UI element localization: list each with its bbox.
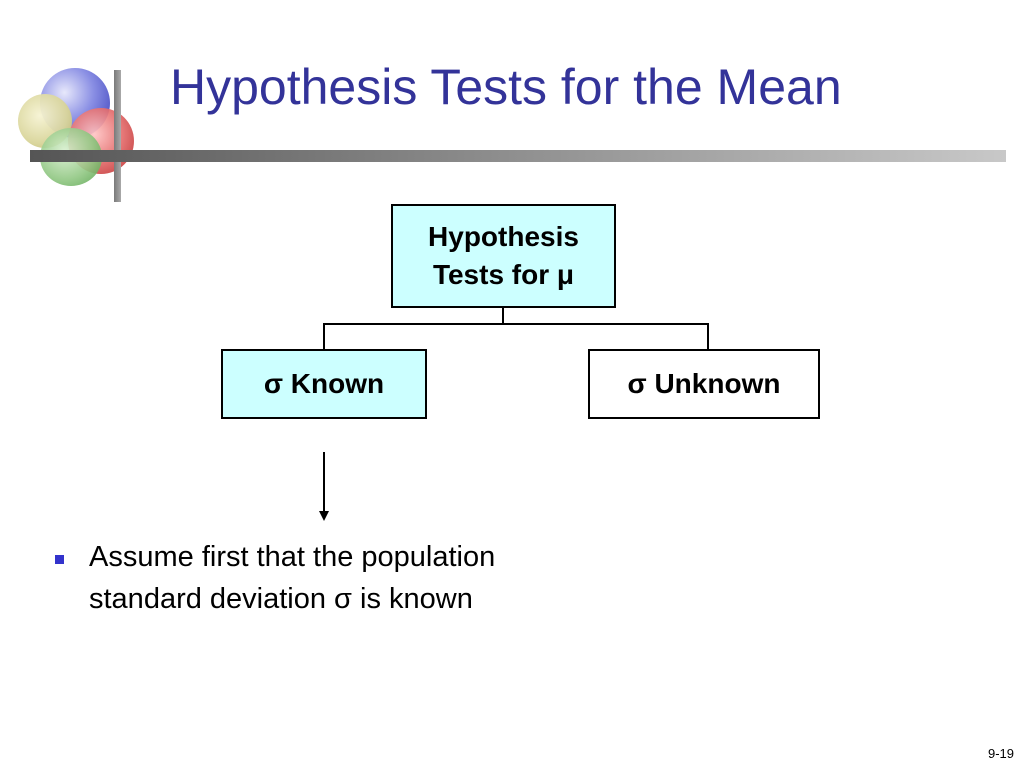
page-number: 9-19 [987,746,1014,761]
connector-stem [502,307,504,324]
root-node-line1: Hypothesis [428,221,579,252]
sigma-known-label: σ Known [263,368,385,399]
down-arrow [323,452,325,512]
slide-title: Hypothesis Tests for the Mean [170,59,842,115]
connector-horizontal [323,323,709,325]
connector-right [707,323,709,350]
sigma-known-node [221,349,427,419]
sigma-unknown-label: σ Unknown [627,368,781,399]
arrow-head-icon [319,511,329,521]
title-underline [30,150,1006,162]
bullet-text: Assume first that the population standard deviation σ is known [89,541,496,615]
bullet-square-icon [55,555,64,564]
sigma-unknown-node [588,349,820,419]
logo-vertical-bar [114,70,121,202]
connector-left [323,323,325,350]
root-node-line2: Tests for μ [432,259,575,290]
root-node [391,204,616,308]
